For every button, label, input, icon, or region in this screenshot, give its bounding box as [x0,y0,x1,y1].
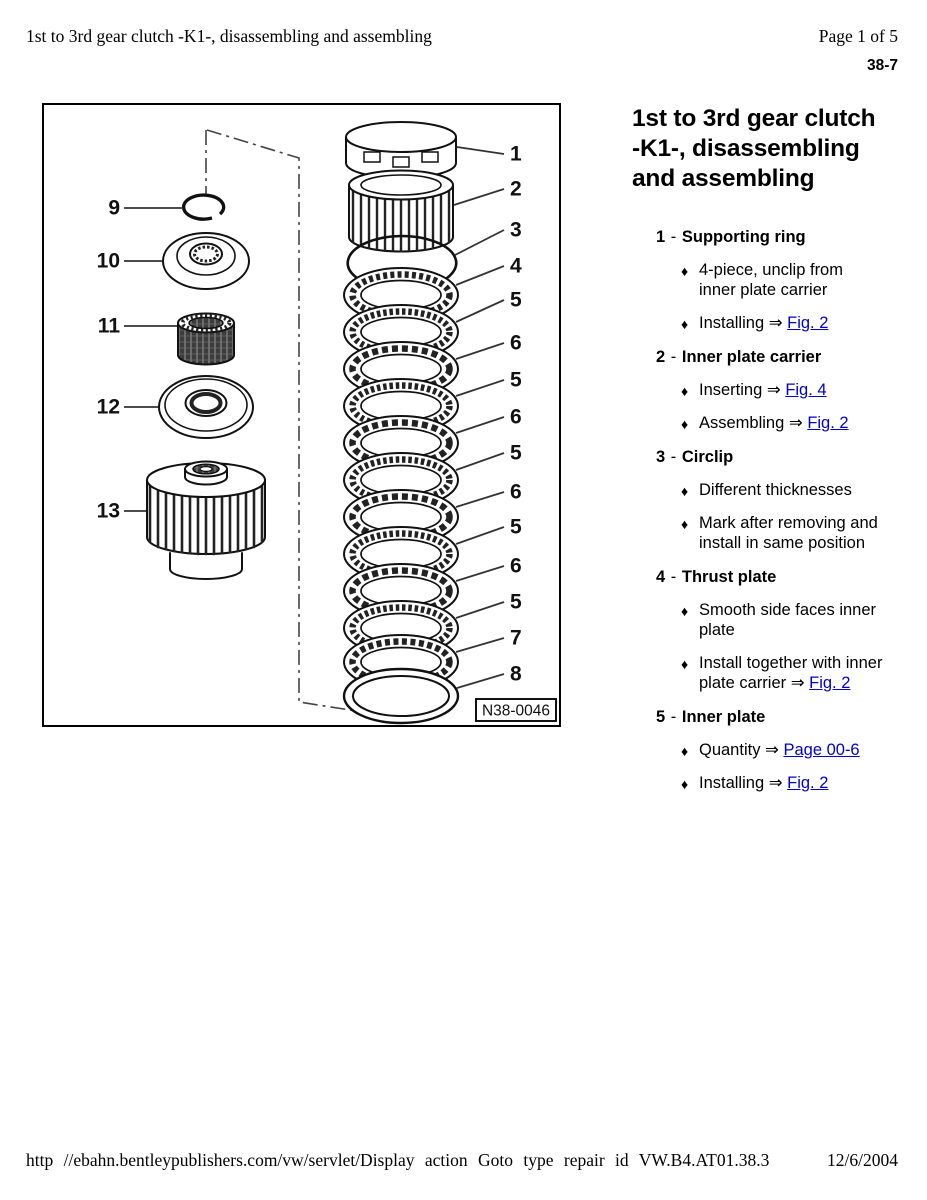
part-name: Circlip [681,448,734,466]
part-name: Inner plate carrier [681,348,822,366]
part-name: Supporting ring [681,228,806,246]
part-item-heading-5 [632,707,884,727]
callout-5: 5 [510,590,522,614]
part-number: 2 [656,348,666,366]
bullet-text: Installing [699,774,765,792]
bullet-text: Installing [699,314,765,332]
clutch-exploded-diagram [44,105,559,725]
callout-6: 6 [510,405,522,429]
figure-number-label [476,699,556,721]
part-number: 5 [656,708,666,726]
diamond-bullet-icon: ♦ [681,416,689,432]
bullet-text: Assembling [699,414,785,432]
part-name: Thrust plate [681,568,777,586]
callout-1: 1 [510,142,522,166]
section-number: 38-7 [866,57,898,74]
fig-link[interactable]: Fig. 2 [787,314,829,332]
arrow-icon: ⇒ [788,414,803,432]
bullet-text: Install together with inner plate carrier [699,654,883,692]
parts-description-column [632,104,884,806]
callout-7: 7 [510,626,522,650]
separator: - [670,448,677,466]
part-9-circlip [184,195,224,219]
diamond-bullet-icon: ♦ [681,656,689,672]
figure-number-text: N38-0046 [481,702,551,720]
callout-13: 13 [96,499,120,523]
document-header-title: 1st to 3rd gear clutch -K1-, disassembling and assembling [26,26,432,46]
callout-9: 9 [108,196,120,220]
callout-6: 6 [510,331,522,355]
part-item-heading-4 [632,567,884,587]
part-2-inner-plate-carrier [349,171,453,253]
part-11-bearing-cage [178,314,234,365]
arrow-icon: ⇒ [790,674,805,692]
diamond-bullet-icon: ♦ [681,516,689,532]
bullet-text: Smooth side faces inner plate [699,601,877,639]
bullet-item [632,513,884,553]
fig-link[interactable]: Fig. 2 [787,774,829,792]
arrow-icon: ⇒ [768,774,783,792]
callout-5: 5 [510,288,522,312]
diamond-bullet-icon: ♦ [681,743,689,759]
separator: - [670,348,677,366]
part-10-dished-plate [163,233,249,289]
diamond-bullet-icon: ♦ [681,316,689,332]
separator: - [670,228,677,246]
fig-link[interactable]: Fig. 4 [785,381,827,399]
callout-3: 3 [510,218,522,242]
page-footer [26,1150,898,1171]
bullet-text: Different thicknesses [699,481,852,499]
bullet-item [632,653,884,693]
separator: - [670,708,677,726]
arrow-icon: ⇒ [768,314,783,332]
bullet-item [632,480,884,500]
callout-5: 5 [510,441,522,465]
page-link[interactable]: Page 00-6 [783,741,860,759]
bullet-item [632,740,884,760]
bullet-item [632,600,884,640]
callout-11: 11 [97,314,120,338]
callout-12: 12 [96,395,120,419]
callout-2: 2 [510,177,522,201]
bullet-item [632,773,884,793]
callout-5: 5 [510,515,522,539]
part-number: 1 [656,228,666,246]
diamond-bullet-icon: ♦ [681,383,689,399]
bullet-item [632,380,884,400]
part-12-dished-disc [159,376,253,438]
part-item-heading-1 [632,227,884,247]
diamond-bullet-icon: ♦ [681,776,689,792]
diamond-bullet-icon: ♦ [681,263,689,279]
part-item-heading-3 [632,447,884,467]
part-number: 4 [656,568,666,586]
bullet-text: Inserting [699,381,763,399]
footer-url: http //ebahn.bentleypublishers.com/vw/servlet/Display action Goto type repair id VW.B4.AT01.38.3 [26,1150,770,1170]
fig-link[interactable]: Fig. 2 [809,674,851,692]
exploded-view-figure [42,103,561,727]
arrow-icon: ⇒ [765,741,779,759]
callout-5: 5 [510,368,522,392]
bullet-text: Mark after removing and install in same position [699,514,878,552]
callout-6: 6 [510,554,522,578]
part-8-ring [344,669,458,723]
part-13-clutch-drum [147,462,265,580]
fig-link[interactable]: Fig. 2 [807,414,849,432]
separator: - [670,568,677,586]
bullet-item [632,413,884,433]
article-title: 1st to 3rd gear clutch -K1-, disassembling and assembling [632,105,876,192]
part-number: 3 [656,448,666,466]
arrow-icon: ⇒ [766,381,781,399]
callout-8: 8 [510,662,522,686]
diamond-bullet-icon: ♦ [681,483,689,499]
bullet-item [632,260,884,300]
diamond-bullet-icon: ♦ [681,603,689,619]
bullet-text: 4-piece, unclip from inner plate carrier [699,261,843,299]
callout-4: 4 [510,254,522,278]
bullet-text: Quantity [699,741,761,759]
page-count-indicator: Page 1 of 5 [818,26,898,46]
bullet-item [632,313,884,333]
callout-6: 6 [510,480,522,504]
part-item-heading-2 [632,347,884,367]
footer-date: 12/6/2004 [827,1150,898,1170]
callout-10: 10 [96,249,120,273]
part-name: Inner plate [681,708,766,726]
